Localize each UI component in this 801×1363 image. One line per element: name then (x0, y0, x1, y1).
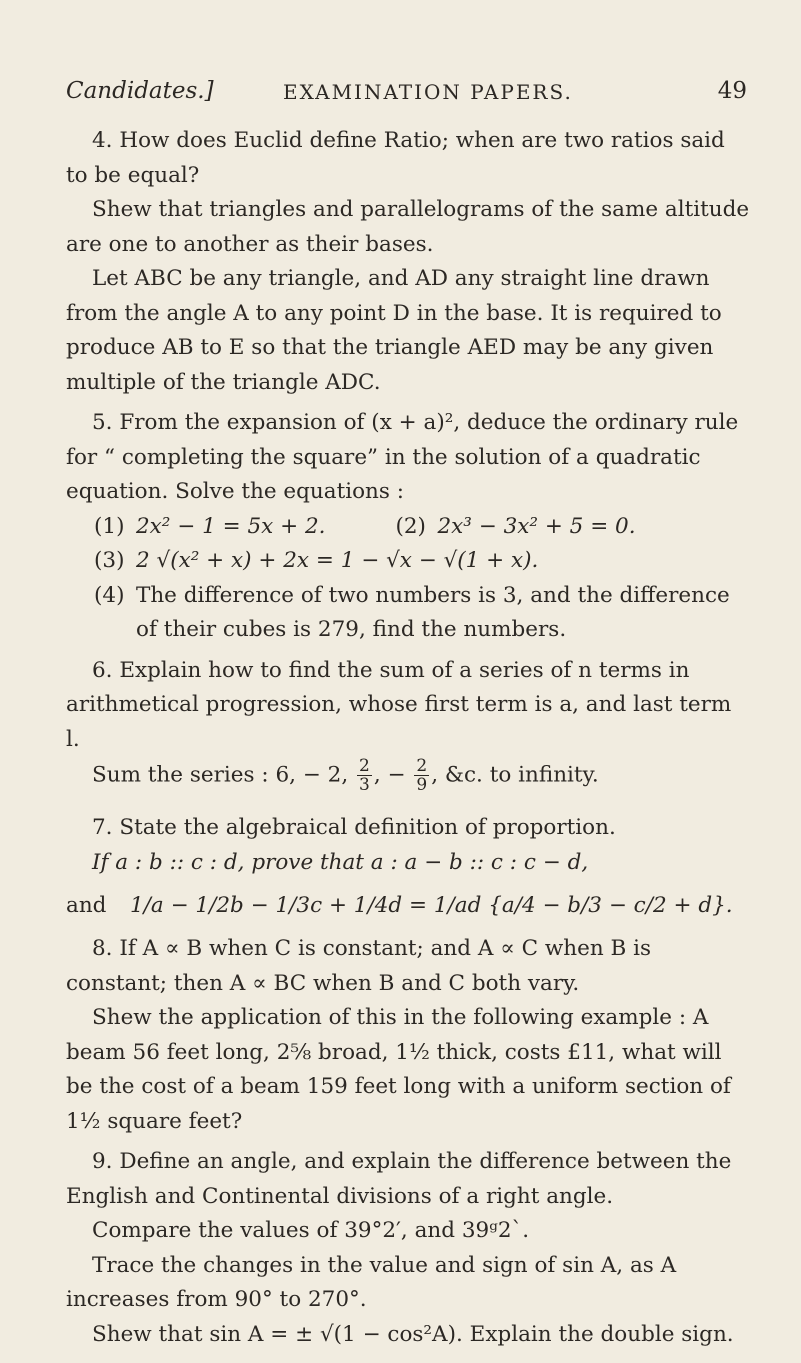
question-9-text: 9. Define an angle, and explain the difference between the English and Continental divisions of a right angle. (66, 1149, 732, 1209)
numerator: 2 (416, 756, 428, 776)
question-8-example: Shew the application of this in the following example : A beam 56 feet long, 2⅝ broad, 1½ thick, costs £11, what will be the cost of a beam 159 feet long with a uniform section of 1½ square feet? (66, 1005, 731, 1134)
equation-number: (2) (395, 513, 426, 539)
question-4-shew: Shew that triangles and parallelograms of the same altitude are one to another as their bases. (66, 197, 750, 257)
equation-row (66, 544, 751, 579)
equation-number: (3) (94, 548, 125, 573)
series-terms: 6, − 2, (275, 762, 349, 788)
fraction (357, 757, 372, 794)
question-7-proportion: If a : b :: c : d, prove that a : a − b :: c : c − d, (92, 849, 589, 875)
equation-row (66, 579, 751, 648)
question-4-text: 4. How does Euclid define Ratio; when are two ratios said to be equal? (66, 128, 725, 188)
question-8-text: 8. If A ∝ B when C is constant; and A ∝ C when B is constant; then A ∝ BC when B and C both vary. (66, 936, 652, 996)
question-7-text: 7. State the algebraical definition of proportion. (92, 815, 616, 840)
identity-right: = 1/ad {a/4 − b/3 − c/2 + d}. (409, 892, 733, 918)
word-problem: The difference of two numbers is 3, and the difference of their cubes is 279, find the numbers. (136, 582, 730, 642)
page-body (66, 124, 751, 1352)
identity-left: 1/a − 1/2b − 1/3c + 1/4d (130, 892, 403, 918)
page-number: 49 (717, 78, 747, 104)
equation-row (66, 510, 751, 545)
equation: 2x² − 1 = 5x + 2. (136, 513, 326, 539)
denominator: 3 (359, 775, 370, 795)
question-9-compare: Compare the values of 39°2′, and 39ᵍ2ˋ. (92, 1218, 530, 1243)
equation: 2x³ − 3x² + 5 = 0. (437, 513, 636, 539)
running-header (66, 78, 747, 112)
header-section-label: Candidates.] (66, 78, 214, 104)
question-6-text: 6. Explain how to find the sum of a series of n terms in arithmetical progression, whose first term is a, and last term l. (66, 657, 732, 752)
numerator: 2 (359, 756, 370, 776)
question-9-shew: Shew that sin A = ± √(1 − cos²A). Explain the double sign. (92, 1321, 734, 1347)
identity-row (66, 880, 751, 932)
question-5-text: 5. From the expansion of (x + a)², deduce the ordinary rule for “ completing the square” in the solution of a quadratic equation. Solve the equations : (66, 410, 739, 504)
question-9-trace: Trace the changes in the value and sign of sin A, as A increases from 90° to 270°. (66, 1252, 677, 1312)
fraction (414, 757, 429, 794)
question-4-problem: Let ABC be any triangle, and AD any straight line drawn from the angle A to any point D in the base. It is required to produce AB to E so that the triangle AED may be any given multiple of the triangle ADC. (66, 266, 722, 395)
header-title: EXAMINATION PAPERS. (283, 80, 573, 104)
series-tail: &c. to infinity. (444, 762, 599, 788)
equation: 2 √(x² + x) + 2x = 1 − √x − √(1 + x). (136, 548, 539, 573)
series-row: Sum the series : 6, − 2, $\frac{2}{3}$ , − $\frac{2}{9}$ , &c. to infinity. (92, 756, 599, 795)
equation-number: (1) (94, 513, 125, 539)
denominator: 9 (416, 775, 428, 795)
series-label: Sum the series : (92, 762, 269, 788)
and-label: and (66, 892, 107, 918)
equation-number: (4) (94, 582, 125, 608)
